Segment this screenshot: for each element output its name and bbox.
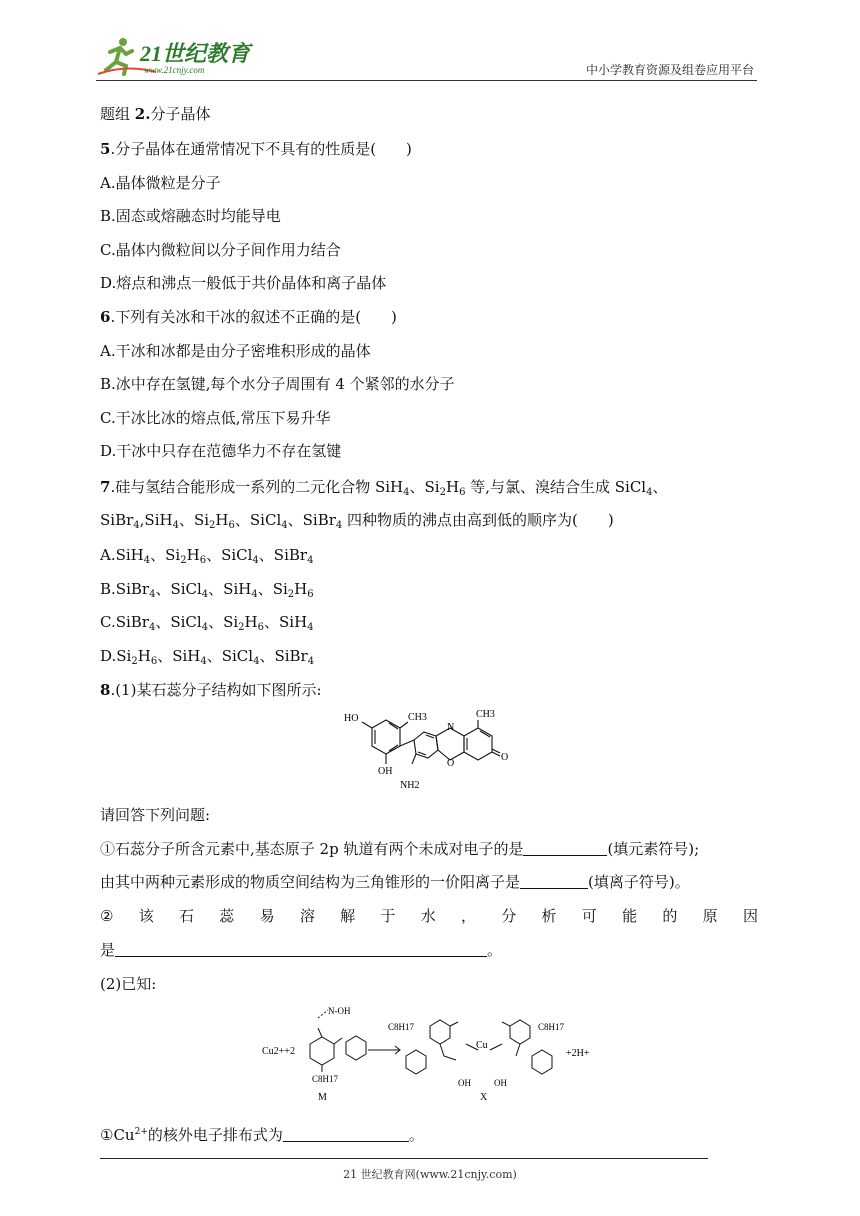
q5-stem-text: .分子晶体在通常情况下不具有的性质是( ) [110,140,412,158]
c8h17-label-x-right: C8H17 [538,1022,565,1032]
q8-part2-stem: (2)已知: [100,975,157,993]
plus-2h-label: +2H+ [566,1048,590,1059]
q8-sub2 [100,872,690,892]
q7-option-a: A.SiH$_4$、$Si_2H_6$、SiCl$_4$、SiBr$_4$ [100,546,314,566]
nh2-label: NH2 [400,780,420,791]
answer-blank-1[interactable] [523,841,607,856]
compound-x-label: X [480,1092,488,1103]
oh-label-x-right: OH [494,1078,507,1088]
q7-option-d: $D.Si_2H_6$、SiH$_4$、SiCl$_4$、SiBr$_4$ [100,647,315,667]
logo-url: www.21cnjy.com [144,65,205,75]
q5-option-d: D.熔点和沸点一般低于共价晶体和离子晶体 [100,274,387,292]
q8-sub1 [100,839,699,859]
q8-sub4-suffix: 的核外电子排布式为 [147,1126,283,1144]
cu-reactant-label: Cu2++2 [262,1046,295,1057]
o-keto-label: O [501,752,509,763]
answer-blank-3[interactable] [115,942,487,957]
q8-sub3-char: ② [100,907,114,925]
cu-center-label: Cu [476,1040,488,1051]
q8-sub3-char: 能 [622,907,638,925]
q5-option-a: A.晶体微粒是分子 [100,174,221,192]
q8-sub3-char: 蕊 [219,907,235,925]
q8-sub3-char: 水 [420,907,436,925]
q8-sub3-line2 [100,940,502,960]
footer-text: 21 世纪教育网(www.21cnjy.com) [343,1168,517,1181]
c8h17-label-x-left: C8H17 [388,1022,415,1032]
q7-stem-line1: 7.硅与氢结合能形成一系列的二元化合物 SiH$_4$、$Si_2H_6$ 等,与氯、溴结合生成 SiCl$_4$、 [100,478,668,498]
o-ring-label: O [447,758,455,769]
group-title [100,104,210,124]
q8-sub2-suffix: (填离子符号)。 [588,873,690,891]
reaction-scheme-figure [258,1004,603,1104]
q6-stem-text: .下列有关冰和干冰的叙述不正确的是( ) [110,308,397,326]
q8-sub3-char: 可 [581,907,597,925]
n-label: N [447,722,455,733]
q5-option-c: C.晶体内微粒间以分子间作用力结合 [100,241,341,259]
q5-number: 5 [100,140,111,158]
q8-part1-stem [100,680,322,700]
q8-sub3-char: 石 [179,907,195,925]
answer-blank-4[interactable] [283,1127,409,1142]
q8-sub4 [100,1122,424,1145]
q8-sub4-text: ①Cu [100,1126,135,1144]
q8-number: 8 [100,681,111,699]
q6-option-b: B.冰中存在氢键,每个水分子周围有 4 个紧邻的水分子 [100,375,455,393]
oh-label-x-left: OH [458,1078,471,1088]
q8-sub3-char: 于 [380,907,396,925]
q8-part1-text: .(1)某石蕊分子结构如下图所示: [110,681,322,699]
c8h17-label-m: C8H17 [312,1074,339,1084]
q8-sub3-char: ， [460,907,476,925]
ch3-label-right: CH3 [476,709,495,720]
q6-number: 6 [100,308,111,326]
group-title-text: 分子晶体 [150,105,211,123]
q7-number: 7 [100,478,111,496]
q8-sub3-char: 解 [340,907,356,925]
q8-sub1-suffix: (填元素符号); [607,840,700,858]
q8-sub1-text: ①石蕊分子所含元素中,基态原子 2p 轨道有两个未成对电子的是 [100,840,524,858]
header-platform-text: 中小学教育资源及组卷应用平台 [585,63,754,77]
ho-label: HO [344,713,359,724]
q5-option-b: B.固态或熔融态时均能导电 [100,207,281,225]
q6-stem [100,307,397,327]
compound-m-label: M [318,1092,327,1103]
q8-sub4-end: 。 [408,1126,424,1144]
q8-sub3-char: 易 [259,907,275,925]
q6-option-a: A.干冰和冰都是由分子密堆积形成的晶体 [100,342,371,360]
header-divider [96,80,757,81]
q8-sub3-char: 原 [702,907,718,925]
q8-sub3-prefix: 是 [100,941,116,959]
q8-sub3-char: 分 [501,907,517,925]
q8-sub3-char: 因 [742,907,758,925]
group-title-num: 2. [134,105,151,123]
litmus-structure-figure [340,708,520,794]
q8-sub3-char: 析 [541,907,557,925]
q8-sub4-charge: 2+ [134,1127,148,1137]
oh-label: OH [378,766,393,777]
ch3-label-left: CH3 [408,712,427,723]
q7-option-b: B.SiBr$_4$、SiCl$_4$、SiH$_4$、$Si_2H_6$ [100,580,314,600]
q8-sub3-char: 该 [138,907,154,925]
group-title-prefix: 题组 [100,105,135,123]
q8-sub3-line1 [100,906,758,926]
noh-label: N-OH [328,1006,351,1016]
q7-stem-line2: SiBr$_4$,SiH$_4$、$Si_2H_6$、SiCl$_4$、SiBr$_4$ 四种物质的沸点由高到低的顺序为( ) [100,511,614,531]
q7-option-c: C.SiBr$_4$、SiCl$_4$、$Si_2H_6$、SiH$_4$ [100,613,314,633]
q5-stem [100,139,412,159]
q8-sub3-char: 的 [662,907,678,925]
q8-sub2-text: 由其中两种元素形成的物质空间结构为三角锥形的一价阳离子是 [100,873,521,891]
q6-option-c: C.干冰比冰的熔点低,常压下易升华 [100,409,331,427]
footer-divider [100,1158,708,1159]
q6-option-d: D.干冰中只存在范德华力不存在氢键 [100,442,342,460]
answer-blank-2[interactable] [520,874,588,889]
q8-sub3-char: 溶 [299,907,315,925]
logo-text: 21世纪教育 [140,41,251,66]
q8-sub3-end: 。 [487,941,503,959]
q8-ask: 请回答下列问题: [100,806,211,824]
site-logo [96,34,266,78]
